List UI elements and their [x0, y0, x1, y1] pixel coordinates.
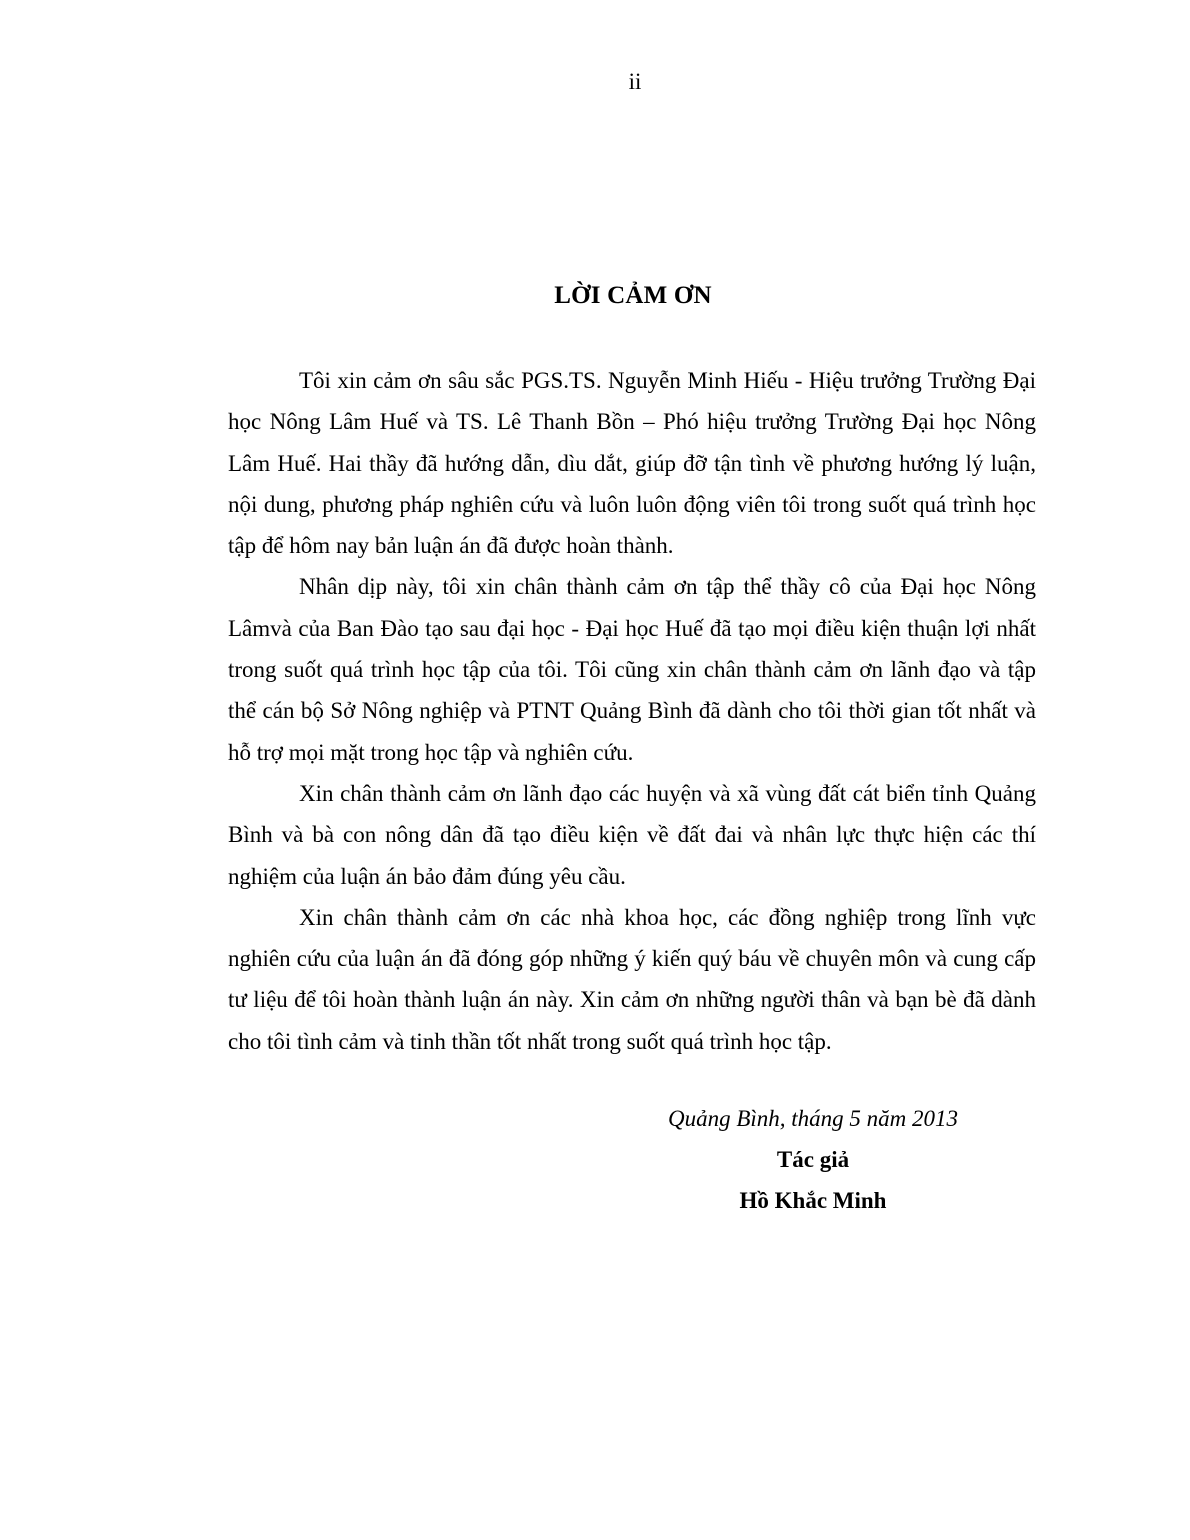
author-name: Hồ Khắc Minh — [739, 1188, 887, 1213]
page-title: LỜI CẢM ƠN — [554, 282, 712, 309]
paragraph-3: Xin chân thành cảm ơn lãnh đạo các huyện và xã vùng đất cát biển tỉnh Quảng Bình và bà con nông dân đã tạo điều kiện về đất đai và nhân lực thực hiện các thí nghiệm của luận án bảo đảm đúng yêu cầu. — [228, 780, 1036, 889]
page-number: ii — [628, 69, 642, 94]
paragraph-4: Xin chân thành cảm ơn các nhà khoa học, các đồng nghiệp trong lĩnh vực nghiên cứu của luận án đã đóng góp những ý kiến quý báu về chuyên môn và cung cấp tư liệu để tôi hoàn thành luận án này. Xin cảm ơn những người thân và bạn bè đã dành cho tôi tình cảm và tinh thần tốt nhất trong suốt quá trình học tập. — [228, 904, 1036, 1054]
signature-block — [660, 1098, 966, 1221]
signature-role: Tác giả — [776, 1147, 850, 1172]
acknowledgement-body — [228, 360, 1036, 1062]
signature-place-date: Quảng Bình, tháng 5 năm 2013 — [667, 1106, 959, 1131]
paragraph-1: Tôi xin cảm ơn sâu sắc PGS.TS. Nguyễn Minh Hiếu - Hiệu trưởng Trường Đại học Nông Lâm Huế và TS. Lê Thanh Bồn – Phó hiệu trưởng Trường Đại học Nông Lâm Huế. Hai thầy đã hướng dẫn, dìu dắt, giúp đỡ tận tình về phương hướng lý luận, nội dung, phương pháp nghiên cứu và luôn luôn động viên tôi trong suốt quá trình học tập để hôm nay bản luận án đã được hoàn thành. — [228, 368, 1036, 559]
paragraph-2: Nhân dịp này, tôi xin chân thành cảm ơn tập thể thầy cô của Đại học Nông Lâmvà của Ban Đào tạo sau đại học - Đại học Huế đã tạo mọi điều kiện thuận lợi nhất trong suốt quá trình học tập của tôi. Tôi cũng xin chân thành cảm ơn lãnh đạo và tập thể cán bộ Sở Nông nghiệp và PTNT Quảng Bình đã dành cho tôi thời gian tốt nhất và hỗ trợ mọi mặt trong học tập và nghiên cứu. — [228, 574, 1036, 765]
